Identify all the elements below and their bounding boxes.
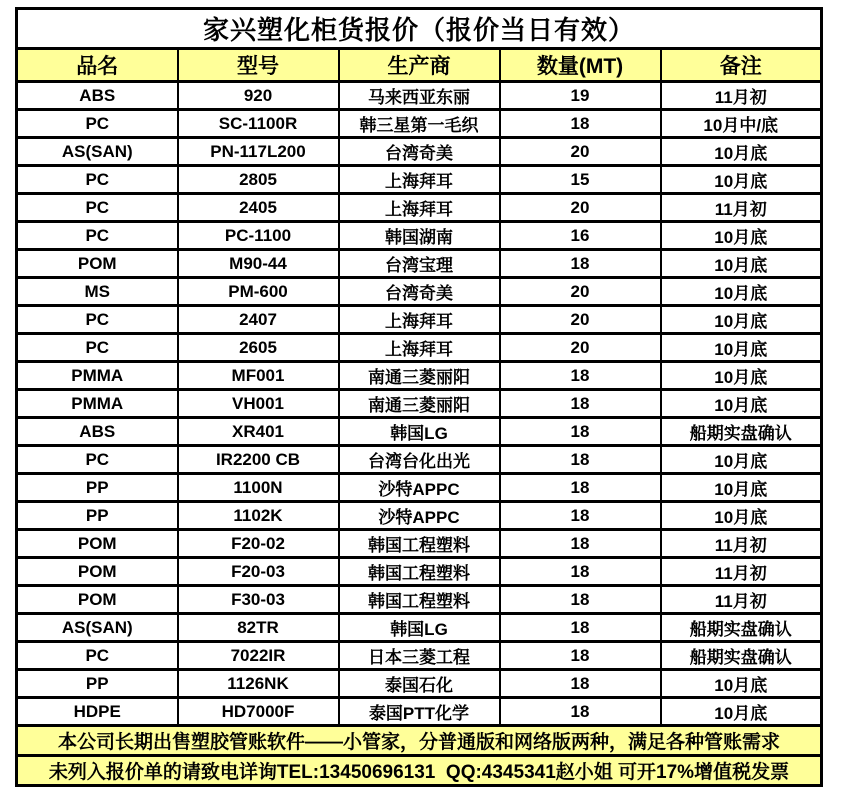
table-cell: 920: [178, 82, 339, 110]
table-cell: PP: [17, 502, 178, 530]
page-title: 家兴塑化柜货报价（报价当日有效）: [17, 9, 822, 49]
table-cell: 11月初: [661, 558, 822, 586]
table-cell: 20: [500, 194, 661, 222]
table-cell: 2605: [178, 334, 339, 362]
table-cell: 马来西亚东丽: [339, 82, 500, 110]
table-cell: IR2200 CB: [178, 446, 339, 474]
table-row: [17, 110, 822, 138]
table-cell: 韩国工程塑料: [339, 530, 500, 558]
table-row: [17, 390, 822, 418]
table-cell: 18: [500, 558, 661, 586]
table-cell: 2407: [178, 306, 339, 334]
table-cell: 10月底: [661, 446, 822, 474]
table-cell: PN-117L200: [178, 138, 339, 166]
table-row: [17, 698, 822, 726]
table-cell: 20: [500, 278, 661, 306]
table-row: [17, 362, 822, 390]
table-cell: 10月底: [661, 474, 822, 502]
table-cell: 11月初: [661, 82, 822, 110]
table-cell: PC: [17, 110, 178, 138]
table-cell: POM: [17, 250, 178, 278]
table-cell: HD7000F: [178, 698, 339, 726]
table-cell: POM: [17, 530, 178, 558]
table-cell: POM: [17, 558, 178, 586]
table-cell: 10月底: [661, 278, 822, 306]
table-row: [17, 586, 822, 614]
table-cell: 82TR: [178, 614, 339, 642]
table-row: [17, 530, 822, 558]
table-cell: 10月底: [661, 306, 822, 334]
table-row: [17, 334, 822, 362]
footer-row-software: [17, 726, 822, 756]
table-row: [17, 222, 822, 250]
table-cell: 18: [500, 474, 661, 502]
column-header: 备注: [661, 49, 822, 82]
table-cell: 10月底: [661, 334, 822, 362]
table-cell: 上海拜耳: [339, 334, 500, 362]
table-cell: 台湾宝理: [339, 250, 500, 278]
table-foot: [17, 726, 822, 786]
table-cell: VH001: [178, 390, 339, 418]
table-cell: AS(SAN): [17, 138, 178, 166]
table-cell: 10月底: [661, 222, 822, 250]
table-cell: XR401: [178, 418, 339, 446]
table-cell: 20: [500, 306, 661, 334]
table-cell: 韩国工程塑料: [339, 586, 500, 614]
table-cell: PMMA: [17, 390, 178, 418]
title-row: [17, 9, 822, 49]
table-cell: 19: [500, 82, 661, 110]
table-cell: 船期实盘确认: [661, 418, 822, 446]
table-cell: 20: [500, 334, 661, 362]
table-row: [17, 250, 822, 278]
table-cell: HDPE: [17, 698, 178, 726]
table-cell: PC: [17, 334, 178, 362]
table-cell: POM: [17, 586, 178, 614]
table-cell: 18: [500, 502, 661, 530]
table-cell: 日本三菱工程: [339, 642, 500, 670]
table-row: [17, 642, 822, 670]
table-cell: 18: [500, 390, 661, 418]
table-cell: F20-02: [178, 530, 339, 558]
table-cell: 南通三菱丽阳: [339, 362, 500, 390]
table-cell: 1126NK: [178, 670, 339, 698]
table-cell: 韩国LG: [339, 614, 500, 642]
table-cell: 18: [500, 362, 661, 390]
table-cell: 韩国LG: [339, 418, 500, 446]
table-cell: ABS: [17, 82, 178, 110]
table-cell: 16: [500, 222, 661, 250]
table-cell: 韩国工程塑料: [339, 558, 500, 586]
table-cell: 18: [500, 446, 661, 474]
table-cell: 泰国石化: [339, 670, 500, 698]
table-cell: 10月底: [661, 670, 822, 698]
table-cell: 上海拜耳: [339, 306, 500, 334]
table-cell: PC-1100: [178, 222, 339, 250]
footer-note-software: 本公司长期出售塑胶管账软件——小管家，分普通版和网络版两种，满足各种管账需求: [17, 726, 822, 756]
table-row: [17, 194, 822, 222]
table-cell: 10月底: [661, 698, 822, 726]
table-cell: 7022IR: [178, 642, 339, 670]
footer-note-contact: 未列入报价单的请致电详询TEL:13450696131 QQ:4345341赵小姐 可开17%增值税发票: [17, 756, 822, 786]
table-cell: 18: [500, 642, 661, 670]
table-cell: 11月初: [661, 530, 822, 558]
table-head: [17, 9, 822, 82]
table-row: [17, 166, 822, 194]
column-header: 生产商: [339, 49, 500, 82]
table-cell: F20-03: [178, 558, 339, 586]
table-cell: MF001: [178, 362, 339, 390]
table-cell: PMMA: [17, 362, 178, 390]
table-cell: 20: [500, 138, 661, 166]
table-cell: 南通三菱丽阳: [339, 390, 500, 418]
table-cell: 18: [500, 530, 661, 558]
table-cell: 船期实盘确认: [661, 642, 822, 670]
table-cell: 10月底: [661, 502, 822, 530]
footer-row-contact: [17, 756, 822, 786]
table-row: [17, 278, 822, 306]
table-cell: 台湾奇美: [339, 278, 500, 306]
table-cell: PM-600: [178, 278, 339, 306]
table-row: [17, 670, 822, 698]
table-row: [17, 446, 822, 474]
table-row: [17, 82, 822, 110]
table-cell: PP: [17, 670, 178, 698]
table-cell: 10月中/底: [661, 110, 822, 138]
table-cell: 18: [500, 586, 661, 614]
table-cell: 18: [500, 250, 661, 278]
table-cell: 船期实盘确认: [661, 614, 822, 642]
table-row: [17, 306, 822, 334]
table-row: [17, 474, 822, 502]
table-cell: 11月初: [661, 194, 822, 222]
table-cell: PC: [17, 222, 178, 250]
table-cell: 10月底: [661, 390, 822, 418]
column-header: 数量(MT): [500, 49, 661, 82]
table-cell: 台湾台化出光: [339, 446, 500, 474]
table-cell: 18: [500, 418, 661, 446]
table-cell: 泰国PTT化学: [339, 698, 500, 726]
table-cell: 上海拜耳: [339, 166, 500, 194]
table-body: [17, 82, 822, 726]
table-row: [17, 138, 822, 166]
table-cell: 台湾奇美: [339, 138, 500, 166]
table-cell: 18: [500, 698, 661, 726]
table-cell: 10月底: [661, 362, 822, 390]
table-cell: PC: [17, 446, 178, 474]
table-cell: 10月底: [661, 166, 822, 194]
table-cell: F30-03: [178, 586, 339, 614]
table-cell: 10月底: [661, 138, 822, 166]
table-row: [17, 558, 822, 586]
column-header: 型号: [178, 49, 339, 82]
table-cell: AS(SAN): [17, 614, 178, 642]
table-cell: PP: [17, 474, 178, 502]
table-cell: ABS: [17, 418, 178, 446]
table-cell: 1100N: [178, 474, 339, 502]
table-cell: 沙特APPC: [339, 474, 500, 502]
table-cell: M90-44: [178, 250, 339, 278]
table-cell: MS: [17, 278, 178, 306]
table-cell: SC-1100R: [178, 110, 339, 138]
header-row: [17, 49, 822, 82]
table-cell: 18: [500, 670, 661, 698]
table-cell: 11月初: [661, 586, 822, 614]
price-table: [15, 7, 823, 787]
table-cell: 1102K: [178, 502, 339, 530]
table-cell: PC: [17, 642, 178, 670]
table-cell: 10月底: [661, 250, 822, 278]
table-cell: 韩三星第一毛织: [339, 110, 500, 138]
table-cell: PC: [17, 166, 178, 194]
table-row: [17, 614, 822, 642]
table-row: [17, 418, 822, 446]
column-header: 品名: [17, 49, 178, 82]
table-cell: PC: [17, 194, 178, 222]
table-cell: 2405: [178, 194, 339, 222]
table-cell: 18: [500, 110, 661, 138]
table-cell: 上海拜耳: [339, 194, 500, 222]
table-cell: PC: [17, 306, 178, 334]
table-cell: 2805: [178, 166, 339, 194]
table-cell: 18: [500, 614, 661, 642]
table-cell: 15: [500, 166, 661, 194]
table-cell: 韩国湖南: [339, 222, 500, 250]
table-cell: 沙特APPC: [339, 502, 500, 530]
table-row: [17, 502, 822, 530]
